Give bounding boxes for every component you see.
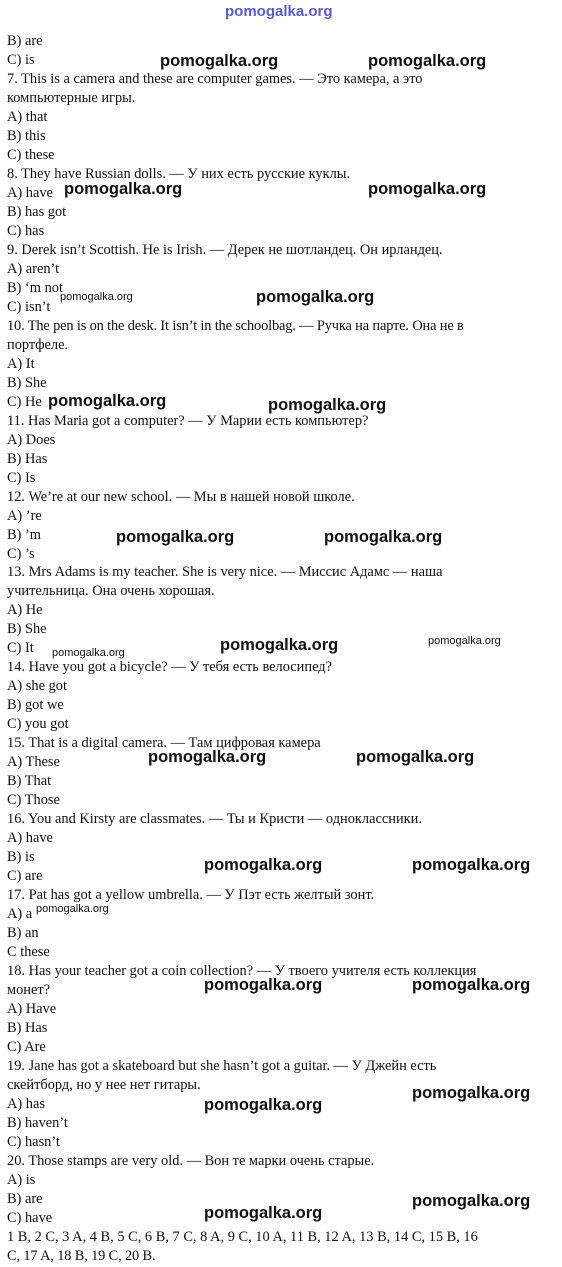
watermark: pomogalka.org xyxy=(36,903,109,915)
text-line: портфеле. xyxy=(7,336,69,353)
text-line: B) Has xyxy=(7,450,48,467)
watermark: pomogalka.org xyxy=(368,180,487,198)
text-line: B) are xyxy=(7,1190,43,1207)
text-line: A) These xyxy=(7,754,60,771)
text-line: C) Are xyxy=(7,1038,46,1055)
text-line: 11. Has Maria got a computer? — У Марии есть компьютер? xyxy=(7,412,369,429)
text-line: C) isn’t xyxy=(7,298,51,315)
watermark: pomogalka.org xyxy=(256,288,375,306)
text-line: учительница. Она очень хорошая. xyxy=(7,583,215,600)
text-line: B) got we xyxy=(7,697,64,714)
text-line: A) a xyxy=(7,906,33,923)
header-watermark: pomogalka.org xyxy=(225,3,333,20)
text-line: 19. Jane has got a skateboard but she hasn’t got a guitar. — У Джейн есть xyxy=(7,1057,437,1074)
text-line: B) has got xyxy=(7,203,67,220)
text-line: 9. Derek isn’t Scottish. He is Irish. — Дерек не шотландец. Он ирландец. xyxy=(7,241,443,258)
text-line: C) hasn’t xyxy=(7,1133,60,1150)
text-line: 18. Has your teacher got a coin collection? — У твоего учителя есть коллекция xyxy=(7,963,477,979)
watermark: pomogalka.org xyxy=(204,1204,323,1222)
text-line: 13. Mrs Adams is my teacher. She is very nice. — Миссис Адамс — наша xyxy=(7,564,443,581)
text-line: A) have xyxy=(7,830,53,847)
text-line: 12. We’re at our new school. — Мы в нашей новой школе. xyxy=(7,488,355,505)
text-line: A) have xyxy=(7,184,53,201)
text-line: B) Has xyxy=(7,1020,48,1036)
text-line: C these xyxy=(7,944,50,960)
watermark: pomogalka.org xyxy=(412,976,531,994)
text-line: 1 B, 2 C, 3 A, 4 B, 5 C, 6 B, 7 C, 8 A, 9 C, 10 A, 11 B, 12 A, 13 B, 14 C, 15 B, 16 xyxy=(7,1228,478,1245)
text-line: компьютерные игры. xyxy=(7,89,136,106)
text-line: C) ’s xyxy=(7,545,35,562)
text-line: C) are xyxy=(7,868,43,885)
watermark: pomogalka.org xyxy=(268,396,387,414)
watermark: pomogalka.org xyxy=(324,528,443,546)
watermark: pomogalka.org xyxy=(60,291,133,303)
text-line: A) has xyxy=(7,1095,45,1112)
text-line: C) these xyxy=(7,146,55,163)
watermark: pomogalka.org xyxy=(64,180,183,198)
text-line: C) you got xyxy=(7,716,69,733)
text-line: C) is xyxy=(7,52,35,68)
text-line: C) He xyxy=(7,393,42,410)
text-line: 15. That is a digital camera. — Там цифровая камера xyxy=(7,735,321,752)
text-line: B) That xyxy=(7,773,52,790)
text-line: B) haven’t xyxy=(7,1114,68,1131)
text-line: A) is xyxy=(7,1171,36,1188)
text-line: B) ‘m not xyxy=(7,279,63,296)
watermark: pomogalka.org xyxy=(412,856,531,874)
text-line: B) an xyxy=(7,925,39,942)
text-line: монет? xyxy=(7,982,51,998)
text-line: A) Have xyxy=(7,1001,57,1017)
text-line: B) She xyxy=(7,621,47,638)
watermark: pomogalka.org xyxy=(48,392,167,410)
text-line: A) ’re xyxy=(7,507,42,524)
watermark: pomogalka.org xyxy=(160,52,279,70)
text-line: B) She xyxy=(7,374,47,391)
text-line: 8. They have Russian dolls. — У них есть русские куклы. xyxy=(7,165,351,182)
text-line: A) Does xyxy=(7,431,56,448)
text-line: B) are xyxy=(7,33,43,49)
text-line: скейтборд, но у нее нет гитары. xyxy=(7,1076,201,1093)
watermark: pomogalka.org xyxy=(220,636,339,654)
watermark: pomogalka.org xyxy=(204,1096,323,1114)
text-line: B) is xyxy=(7,849,35,866)
text-line: 17. Pat has got a yellow umbrella. — У Пэт есть желтый зонт. xyxy=(7,887,375,904)
text-line: A) aren’t xyxy=(7,260,60,277)
text-line: B) this xyxy=(7,127,46,144)
text-line: C) has xyxy=(7,222,45,239)
text-line: B) ’m xyxy=(7,526,41,543)
text-line: 7. This is a camera and these are computer games. — Это камера, а это xyxy=(7,71,423,87)
text-line: C) Those xyxy=(7,792,60,809)
watermark: pomogalka.org xyxy=(368,52,487,70)
text-line: A) that xyxy=(7,108,48,125)
watermark: pomogalka.org xyxy=(116,528,235,546)
text-line: C) It xyxy=(7,640,34,657)
watermark: pomogalka.org xyxy=(412,1192,531,1210)
watermark: pomogalka.org xyxy=(204,976,323,994)
watermark: pomogalka.org xyxy=(204,856,323,874)
text-line: 10. The pen is on the desk. It isn’t in the schoolbag. — Ручка на парте. Она не в xyxy=(7,317,464,334)
watermark: pomogalka.org xyxy=(52,647,125,659)
text-line: A) It xyxy=(7,355,35,372)
text-line: A) she got xyxy=(7,678,67,695)
watermark: pomogalka.org xyxy=(356,748,475,766)
watermark: pomogalka.org xyxy=(412,1084,531,1102)
text-line: C, 17 A, 18 B, 19 C, 20 B. xyxy=(7,1247,156,1264)
text-line: A) He xyxy=(7,602,43,619)
watermark: pomogalka.org xyxy=(148,748,267,766)
text-line: C) have xyxy=(7,1209,53,1226)
text-line: 20. Those stamps are very old. — Вон те марки очень старые. xyxy=(7,1152,375,1169)
text-line: 16. You and Kirsty are classmates. — Ты и Кристи — одноклассники. xyxy=(7,811,422,828)
text-line: C) Is xyxy=(7,469,36,486)
watermark: pomogalka.org xyxy=(428,635,501,647)
text-line: 14. Have you got a bicycle? — У тебя есть велосипед? xyxy=(7,659,332,676)
